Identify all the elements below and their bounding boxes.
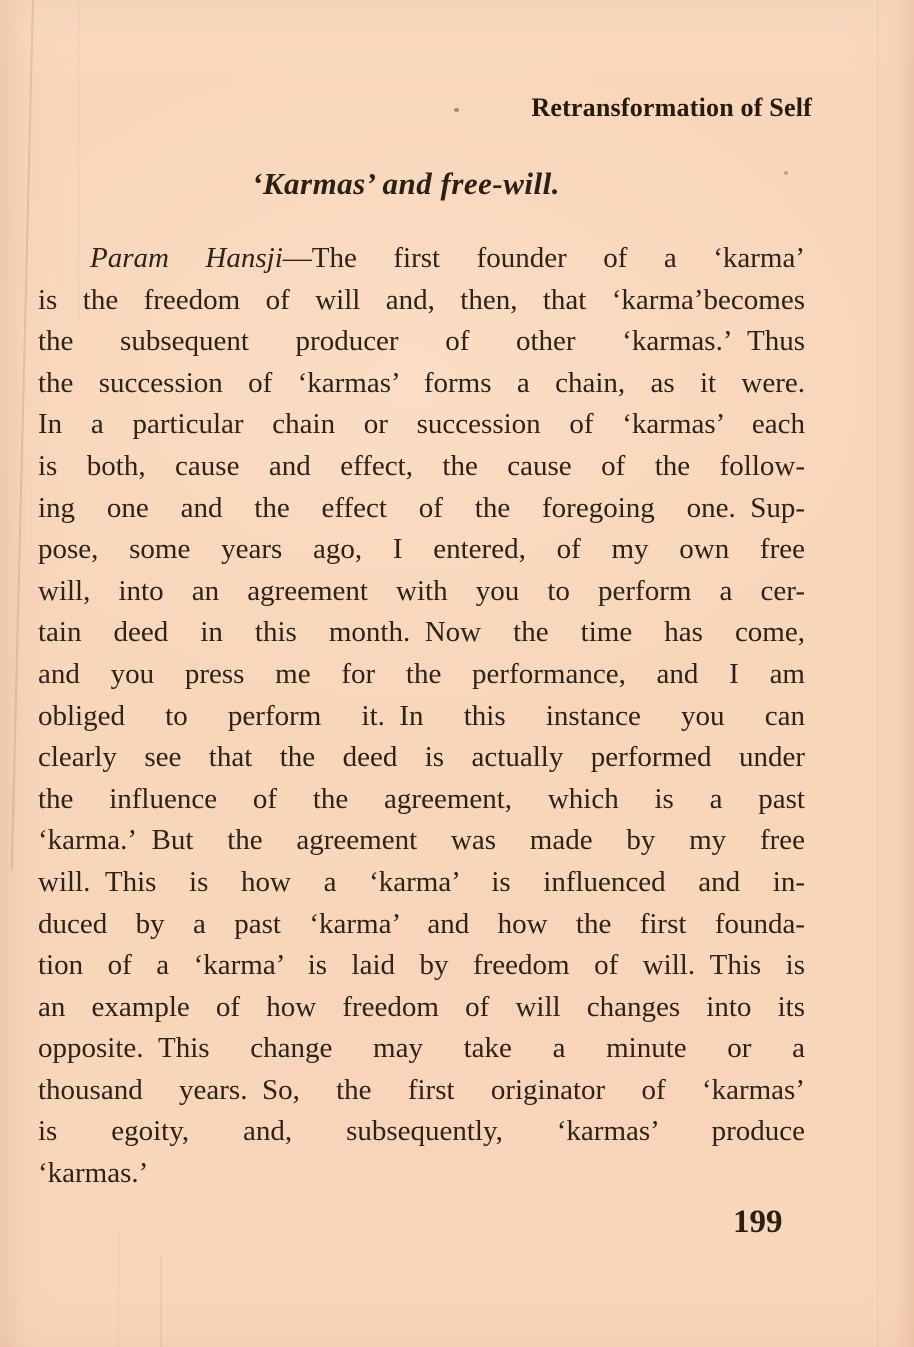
- text-line: opposite. This change may take a minute or a: [38, 1032, 805, 1065]
- text-line: thousand years. So, the first originator of ‘karmas’: [38, 1073, 805, 1106]
- ink-speck: [454, 108, 459, 112]
- running-header: Retransformation of Self: [531, 93, 812, 122]
- text-line: the subsequent producer of other ‘karmas.’ Thus: [38, 325, 805, 358]
- text-line: is both, cause and effect, the cause of the follow-: [38, 449, 805, 482]
- text-line: clearly see that the deed is actually performed under: [38, 741, 805, 774]
- text-line: the succession of ‘karmas’ forms a chain, as it were.: [38, 366, 805, 399]
- text-line: tain deed in this month. Now the time has come,: [38, 616, 805, 649]
- text-line: is the freedom of will and, then, that ‘karma’becomes: [38, 283, 805, 316]
- ink-speck: [784, 171, 788, 175]
- text-line-lead: —The first founder of a ‘karma’: [282, 242, 805, 274]
- paper-crease: [877, 0, 878, 1347]
- paper-crease: [118, 1230, 119, 1347]
- text-line: obliged to perform it. In this instance you can: [38, 699, 805, 732]
- page-number: 199: [733, 1204, 783, 1240]
- text-line: pose, some years ago, I entered, of my own free: [38, 533, 805, 566]
- text-line: the influence of the agreement, which is a past: [38, 782, 805, 815]
- text-line: tion of a ‘karma’ is laid by freedom of will. This is: [38, 949, 805, 982]
- text-line: ing one and the effect of the foregoing one. Sup-: [38, 491, 805, 524]
- text-line: will. This is how a ‘karma’ is influenced and in-: [38, 865, 805, 898]
- text-line: [38, 238, 805, 280]
- paper-crease: [11, 0, 34, 870]
- text-line: is egoity, and, subsequently, ‘karmas’ produce: [38, 1115, 805, 1148]
- section-title: ‘Karmas’ and free-will.: [252, 166, 560, 201]
- paper-crease: [160, 1255, 162, 1347]
- speaker-name: Param Hansji: [90, 242, 283, 274]
- text-line: an example of how freedom of will changes into its: [38, 990, 805, 1023]
- text-line: will, into an agreement with you to perform a cer-: [38, 574, 805, 607]
- text-line: In a particular chain or succession of ‘karmas’ each: [38, 408, 805, 441]
- paragraph: [38, 238, 805, 1195]
- text-line: ‘karma.’ But the agreement was made by my free: [38, 824, 805, 857]
- text-line: duced by a past ‘karma’ and how the first founda-: [38, 907, 805, 940]
- text-line: and you press me for the performance, and I am: [38, 657, 805, 690]
- text-line: ‘karmas.’: [38, 1157, 149, 1190]
